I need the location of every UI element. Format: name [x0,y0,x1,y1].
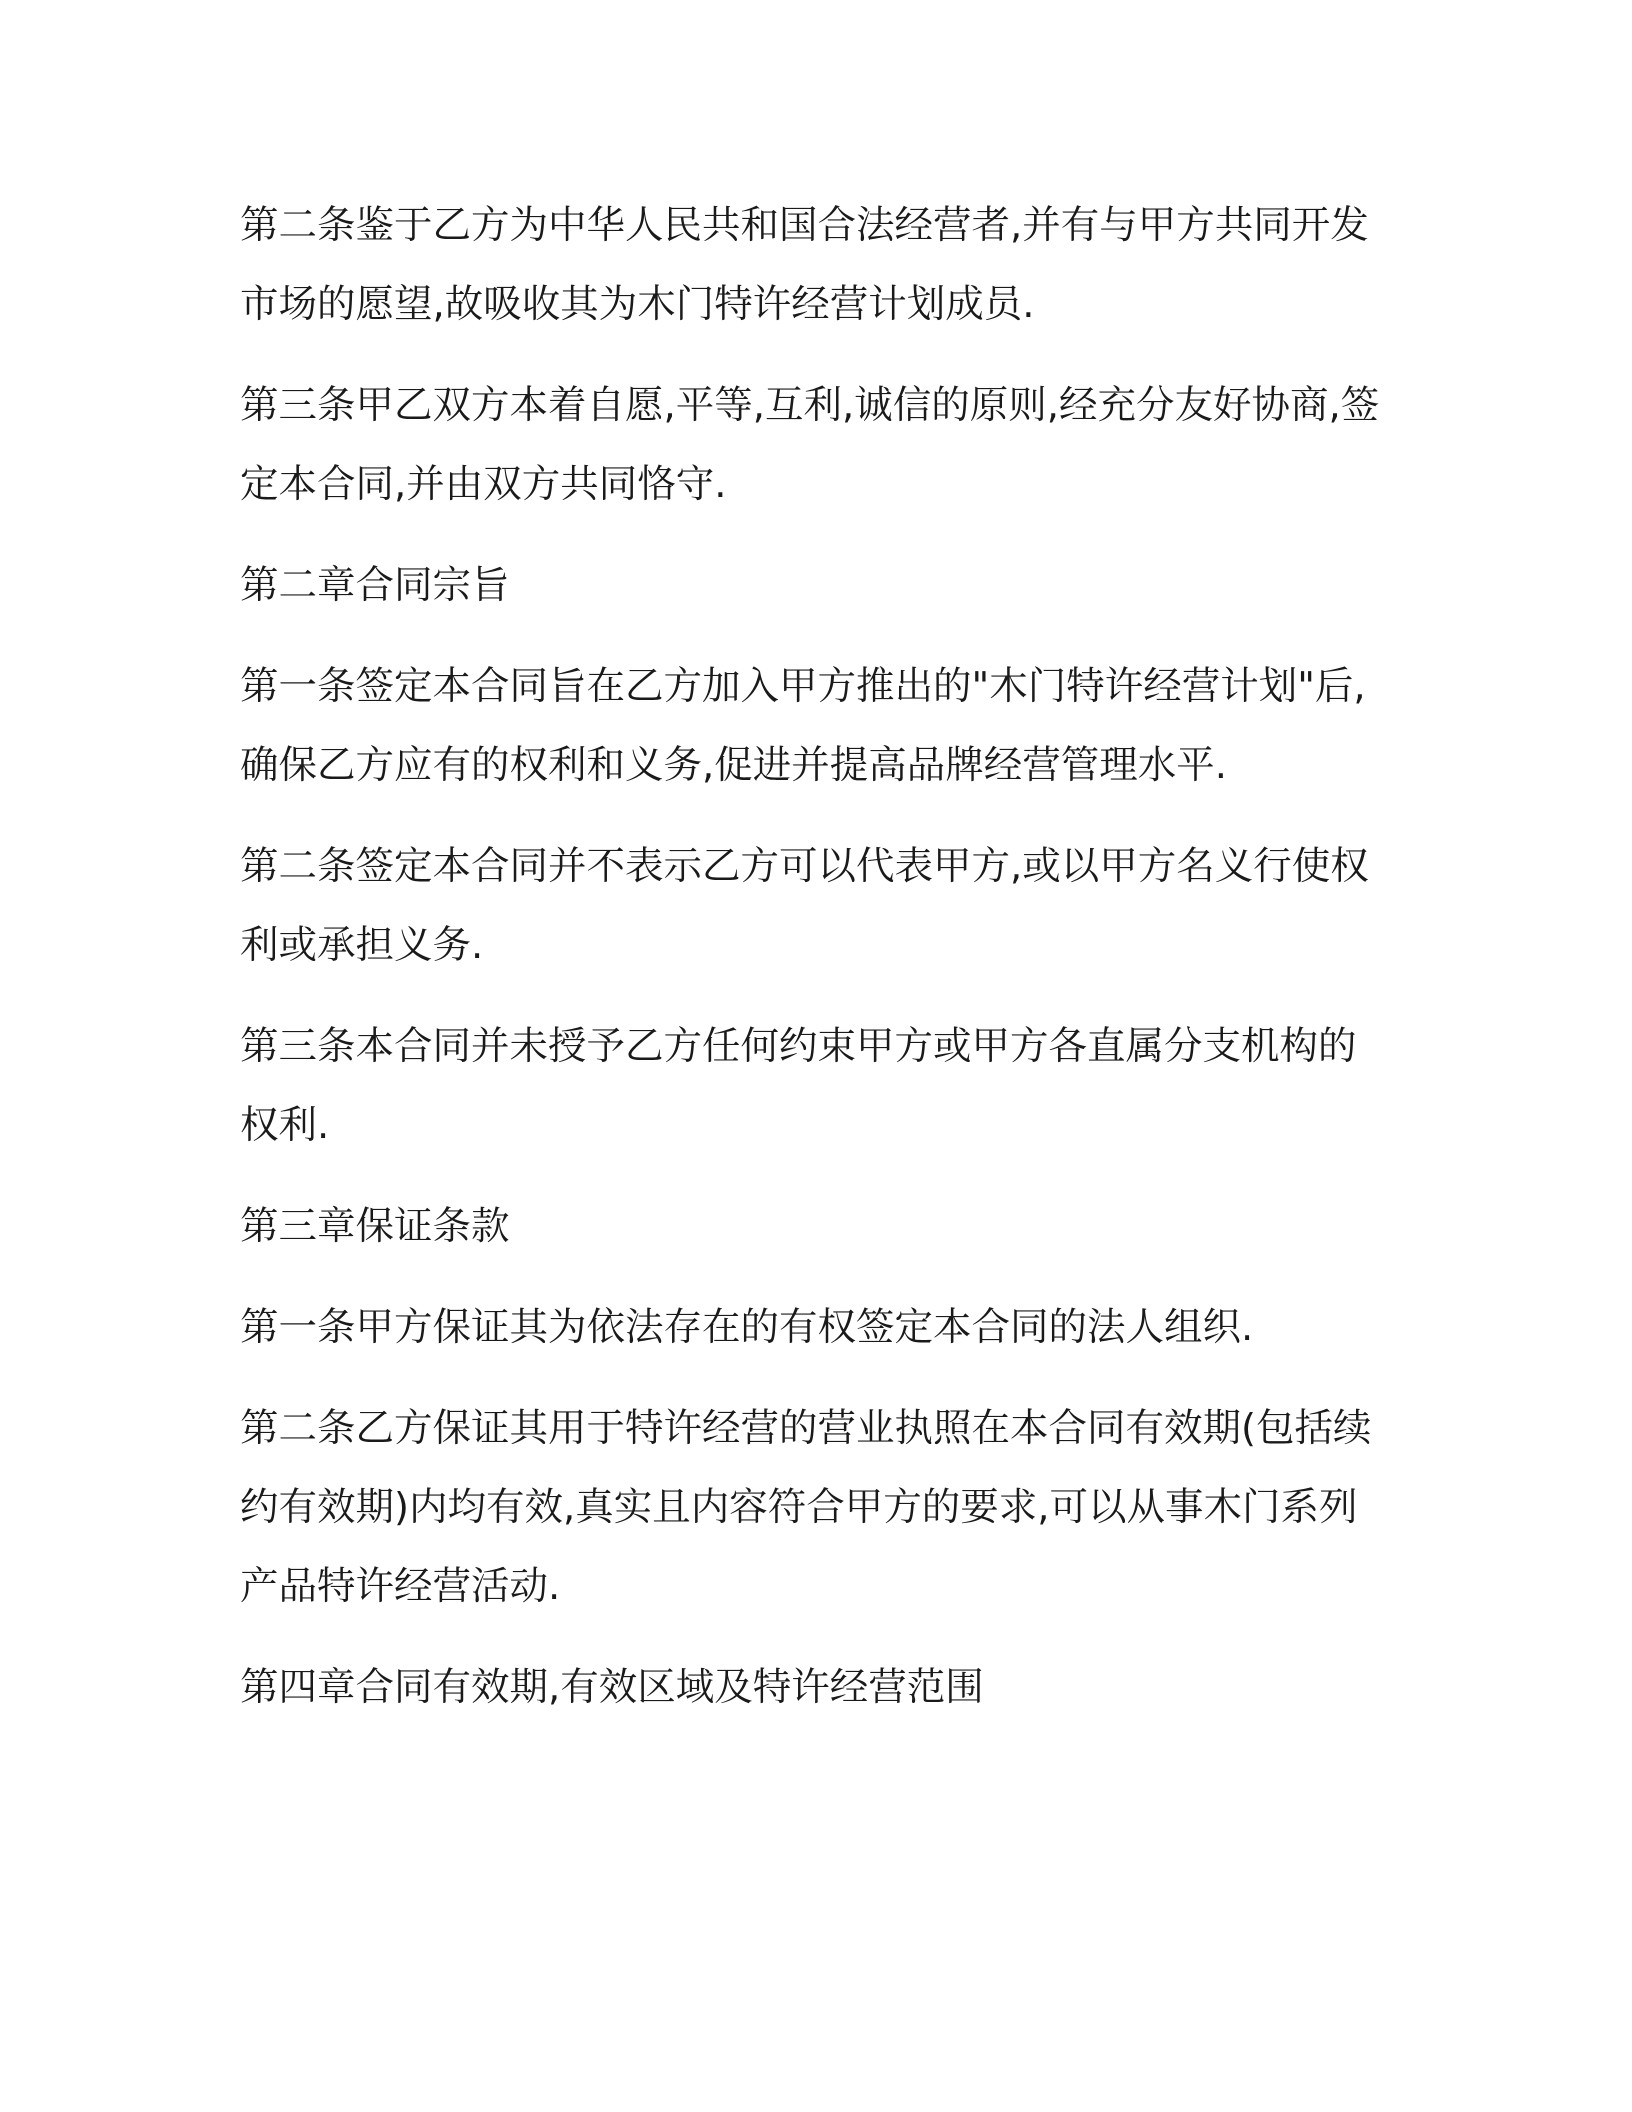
document-body [240,186,1390,1749]
clause-paragraph: 第二条签定本合同并不表示乙方可以代表甲方,或以甲方名义行使权利或承担义务. [240,844,1369,968]
clause-paragraph: 第三条本合同并未授予乙方任何约束甲方或甲方各直属分支机构的权利. [240,1024,1357,1148]
clause-paragraph: 第二条乙方保证其用于特许经营的营业执照在本合同有效期(包括续约有效期)内均有效,真实且内容符合甲方的要求,可以从事木门系列产品特许经营活动. [240,1406,1372,1609]
chapter-heading: 第四章合同有效期,有效区域及特许经营范围 [240,1665,984,1710]
clause-paragraph: 第一条签定本合同旨在乙方加入甲方推出的"木门特许经营计划"后,确保乙方应有的权利和义务,促进并提高品牌经营管理水平. [240,664,1366,788]
clause-paragraph: 第三条甲乙双方本着自愿,平等,互利,诚信的原则,经充分友好协商,签定本合同,并由双方共同恪守. [240,383,1380,507]
chapter-heading: 第三章保证条款 [240,1204,510,1249]
clause-paragraph: 第二条鉴于乙方为中华人民共和国合法经营者,并有与甲方共同开发市场的愿望,故吸收其为木门特许经营计划成员. [240,203,1369,327]
clause-paragraph: 第一条甲方保证其为依法存在的有权签定本合同的法人组织. [240,1305,1254,1350]
chapter-heading: 第二章合同宗旨 [240,563,510,608]
